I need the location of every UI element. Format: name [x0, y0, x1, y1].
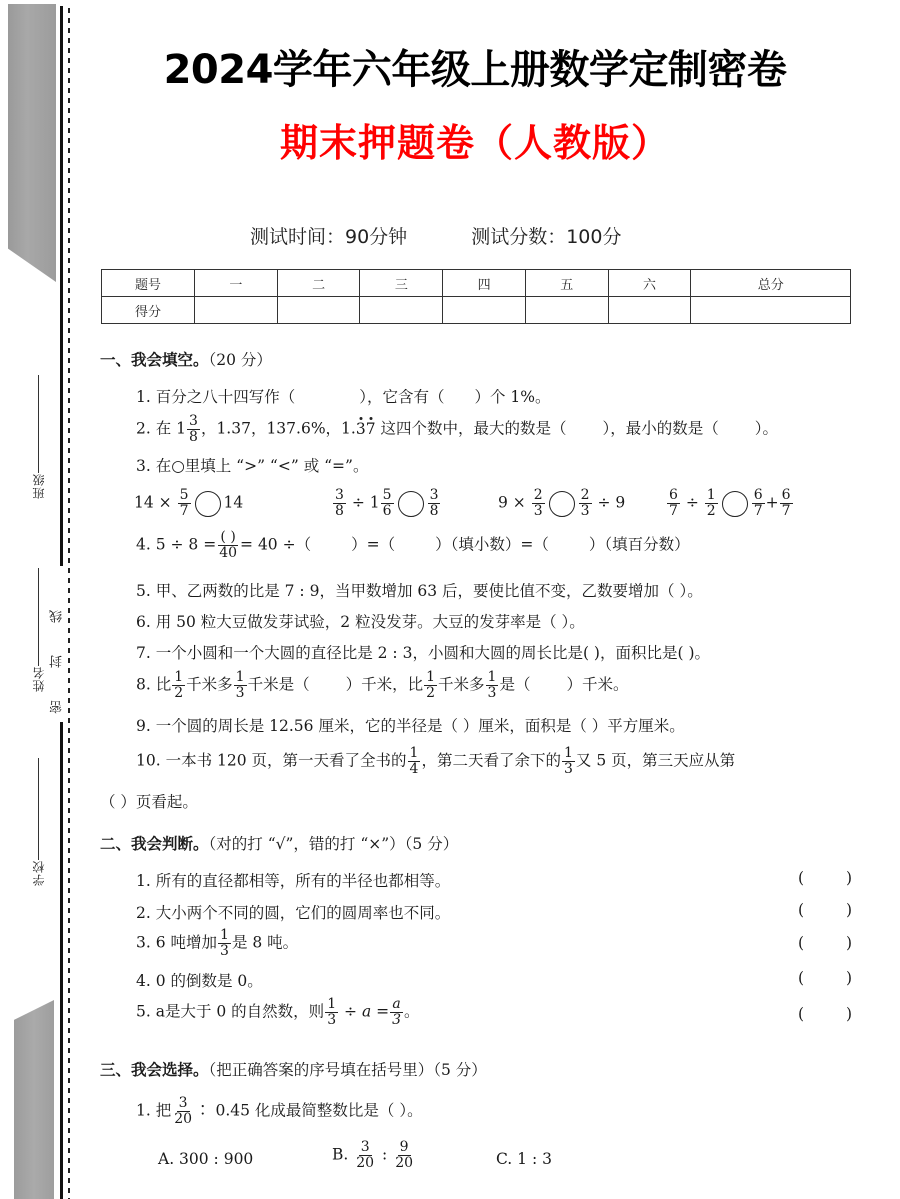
score-cell[interactable] — [525, 297, 608, 324]
compare-circle[interactable] — [549, 491, 575, 517]
score-header-cell: 六 — [608, 270, 691, 297]
fraction: $\frac{3}{8}$ — [189, 413, 198, 445]
repeating-digit: 7 — [365, 419, 376, 438]
score-header-cell: 五 — [525, 270, 608, 297]
choice-question-1: 1. 把 $\frac{3}{20}$ ∶ 0.45 化成最简整数比是（ ）。 — [136, 1095, 423, 1127]
question-1-2: 2. 在 1 $\frac{3}{8}$ ，1.37，137.6%，1.37 这四个数中，最大的数是（ ），最小的数是（ ）。 — [136, 413, 779, 445]
score-row-label: 得分 — [102, 297, 195, 324]
margin-shading-bottom — [14, 1000, 54, 1199]
class-field-label: 班级 — [32, 473, 46, 499]
compare-circle[interactable] — [195, 491, 221, 517]
fraction-blank[interactable]: $\frac{( )}{40}$ — [219, 529, 238, 561]
score-cell[interactable] — [443, 297, 526, 324]
repeating-digit: 3 — [355, 419, 366, 438]
exam-total-score: 测试分数：100分 — [471, 226, 622, 248]
score-cell[interactable] — [608, 297, 691, 324]
score-header-cell: 二 — [277, 270, 360, 297]
section-1-heading: 一、我会填空。（20 分） — [100, 351, 272, 369]
score-header-cell: 一 — [195, 270, 278, 297]
judge-answer-bracket[interactable]: ( ) — [798, 1005, 852, 1023]
score-cell[interactable] — [691, 297, 851, 324]
compare-circle[interactable] — [398, 491, 424, 517]
score-cell[interactable] — [277, 297, 360, 324]
choice-option-b: B. $\frac{3}{20}$ : $\frac{9}{20}$ — [332, 1139, 414, 1171]
school-field-underline — [38, 758, 39, 860]
section-3-heading: 三、我会选择。（把正确答案的序号填在括号里）（5 分） — [100, 1061, 487, 1079]
school-field-label: 学校 — [32, 860, 46, 886]
judge-answer-bracket[interactable]: ( ) — [798, 969, 852, 987]
score-table-score-row — [102, 297, 851, 324]
question-1-9: 9. 一个圆的周长是 12.56 厘米，它的半径是（ ）厘米，面积是（ ）平方厘米。 — [136, 717, 685, 735]
score-header-cell: 总分 — [691, 270, 851, 297]
compare-circle[interactable] — [722, 491, 748, 517]
question-1-6: 6. 用 50 粒大豆做发芽试验，2 粒没发芽。大豆的发芽率是（ ）。 — [136, 613, 585, 631]
question-1-10: 10. 一本书 120 页，第一天看了全书的 $\frac{1}{4}$ ，第二天看了余下的 $\frac{1}{3}$ 又 5 页，第三天应从第 — [136, 745, 736, 777]
section-2-heading: 二、我会判断。（对的打 “√”，错的打 “×”）（5 分） — [100, 835, 459, 853]
compare-item-3: 9 × $\frac{2}{3}$ $\frac{2}{3}$ ÷ 9 — [498, 487, 626, 519]
score-cell[interactable] — [195, 297, 278, 324]
score-table-header-row — [102, 270, 851, 297]
class-field[interactable] — [30, 375, 47, 499]
name-field-underline — [38, 568, 39, 666]
choice-option-c: C. 1 : 3 — [496, 1150, 552, 1168]
compare-item-2: $\frac{3}{8}$ ÷ 1 $\frac{5}{6}$ $\frac{3}{8}$ — [335, 487, 439, 519]
margin-solid-line-bottom — [60, 722, 63, 1199]
judge-item-2: 2. 大小两个不同的圆，它们的圆周率也不同。 — [136, 904, 451, 922]
score-header-cell: 题号 — [102, 270, 195, 297]
class-field-underline — [38, 375, 39, 473]
exam-meta — [250, 222, 621, 249]
exam-time: 测试时间：90分钟 — [250, 226, 408, 248]
judge-item-1: 1. 所有的直径都相等，所有的半径也都相等。 — [136, 872, 451, 890]
judge-answer-bracket[interactable]: ( ) — [798, 869, 852, 887]
seal-line-label: 密 封 线 — [50, 596, 65, 714]
school-field[interactable] — [30, 758, 47, 886]
binding-margin — [0, 0, 80, 1199]
judge-item-3: 3. 6 吨增加 $\frac{1}{3}$ 是 8 吨。 — [136, 927, 299, 959]
score-table — [101, 269, 851, 324]
question-1-8: 8. 比 $\frac{1}{2}$ 千米多 $\frac{1}{3}$ 千米是（ ）千米，比 $\frac{1}{2}$ 千米多 $\frac{1}{3}$ 是（ ）千米。 — [136, 669, 629, 701]
question-1-10-continued: （ ）页看起。 — [100, 793, 198, 811]
judge-item-5: 5. a是大于 0 的自然数，则 $\frac{1}{3}$ ÷ a = $\frac{a}{3}$ 。 — [136, 996, 420, 1028]
score-header-cell: 四 — [443, 270, 526, 297]
question-1-1: 1. 百分之八十四写作（ ），它含有（ ）个 1%。 — [136, 388, 551, 406]
page-title: 2024学年六年级上册数学定制密卷 — [163, 47, 787, 93]
judge-answer-bracket[interactable]: ( ) — [798, 934, 852, 952]
question-1-4: 4. 5 ÷ 8 = $\frac{( )}{40}$ = 40 ÷（ ）=（ ）（填小数）=（ ）（填百分数） — [136, 529, 690, 561]
name-field-label: 姓名 — [32, 666, 46, 692]
choice-option-a: A. 300 : 900 — [158, 1150, 254, 1168]
judge-item-4: 4. 0 的倒数是 0。 — [136, 972, 263, 990]
page-subtitle: 期末押题卷（人教版） — [279, 121, 670, 165]
compare-item-1: 14 × $\frac{5}{7}$ 14 — [134, 487, 244, 519]
score-cell[interactable] — [360, 297, 443, 324]
margin-dashed-cut-line — [68, 8, 70, 1199]
question-1-3: 3. 在○里填上 “>” “<” 或 “=”。 — [136, 457, 369, 475]
question-1-5: 5. 甲、乙两数的比是 7 : 9，当甲数增加 63 后，要使比值不变，乙数要增加（ ）。 — [136, 582, 703, 600]
score-header-cell: 三 — [360, 270, 443, 297]
question-1-7: 7. 一个小圆和一个大圆的直径比是 2 : 3，小圆和大圆的周长比是( )，面积比是( )。 — [136, 644, 710, 662]
judge-answer-bracket[interactable]: ( ) — [798, 901, 852, 919]
compare-item-4: $\frac{6}{7}$ ÷ $\frac{1}{2}$ $\frac{6}{7}$ + $\frac{6}{7}$ — [669, 487, 791, 519]
name-field[interactable] — [30, 568, 47, 692]
